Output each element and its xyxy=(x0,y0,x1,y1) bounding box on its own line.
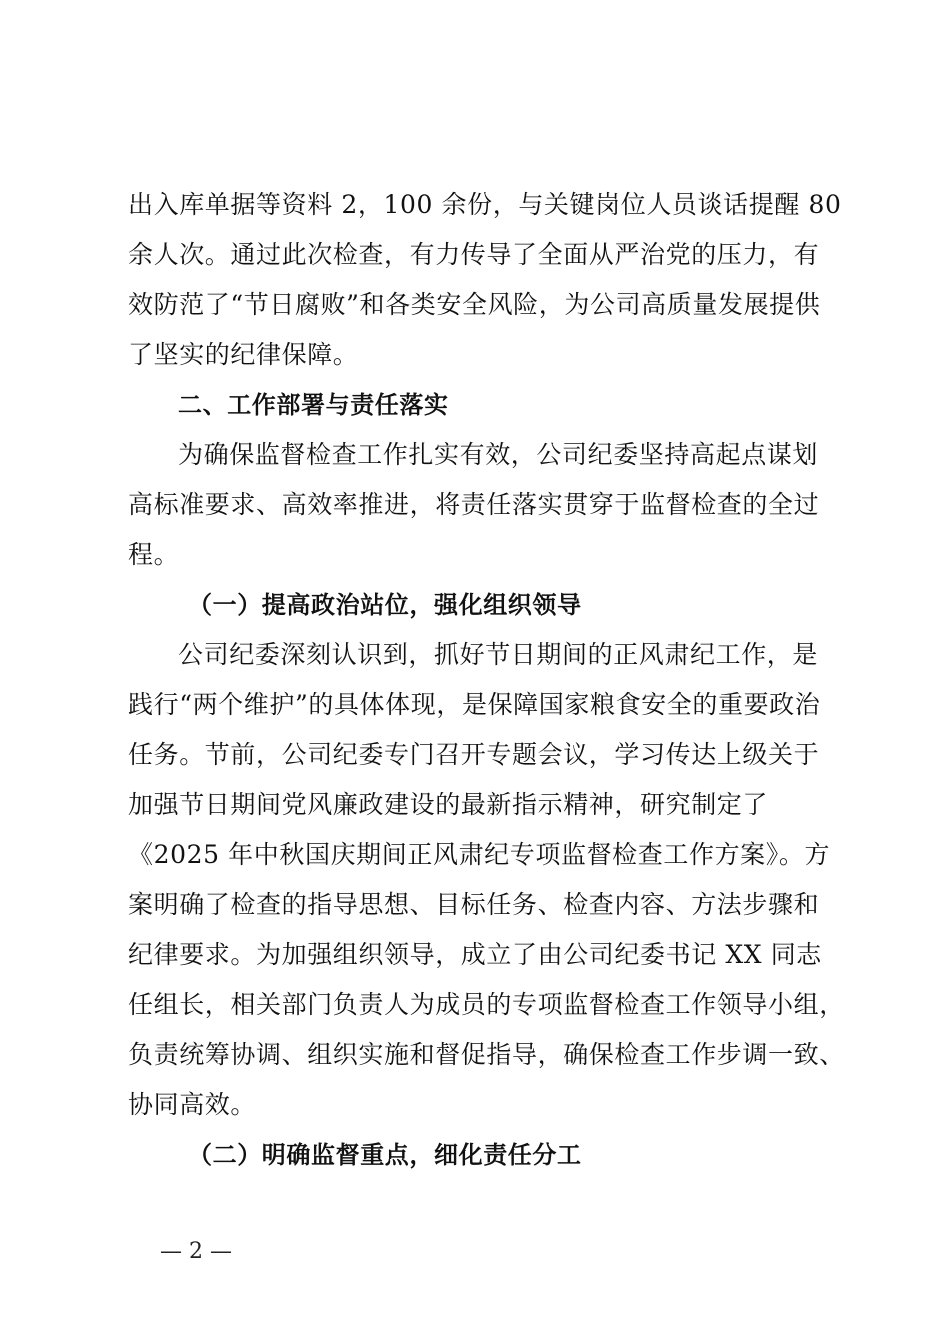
text-line: 效防范了“节日腐败”和各类安全风险，为公司高质量发展提供 xyxy=(128,290,821,319)
text-line: 案明确了检查的指导思想、目标任务、检查内容、方法步骤和 xyxy=(128,890,820,919)
section-intro-paragraph xyxy=(128,430,834,580)
text-line: 公司纪委深刻认识到，抓好节日期间的正风肃纪工作，是 xyxy=(178,640,819,669)
text-line: 《2025 年中秋国庆期间正风肃纪专项监督检查工作方案》。方 xyxy=(128,840,831,869)
document-body xyxy=(128,180,845,1180)
section-heading: 二、工作部署与责任落实 xyxy=(178,391,449,419)
subsection-heading-2: （二）明确监督重点，细化责任分工 xyxy=(188,1141,582,1169)
page-number: — 2 — xyxy=(160,1239,232,1264)
text-line: 协同高效。 xyxy=(128,1090,257,1119)
text-line: 任组长，相关部门负责人为成员的专项监督检查工作领导小组， xyxy=(128,990,845,1019)
subsection-1-paragraph xyxy=(128,630,845,1130)
subsection-heading-1: （一）提高政治站位，强化组织领导 xyxy=(188,591,582,619)
text-line: 负责统筹协调、组织实施和督促指导，确保检查工作步调一致、 xyxy=(128,1040,845,1069)
text-line: 任务。节前，公司纪委专门召开专题会议，学习传达上级关于 xyxy=(128,740,820,769)
text-line: 践行“两个维护”的具体体现，是保障国家粮食安全的重要政治 xyxy=(128,690,821,719)
text-line: 加强节日期间党风廉政建设的最新指示精神，研究制定了 xyxy=(128,790,769,819)
text-line: 高标准要求、高效率推进，将责任落实贯穿于监督检查的全过 xyxy=(128,490,820,519)
text-line: 余人次。通过此次检查，有力传导了全面从严治党的压力，有 xyxy=(128,240,820,269)
text-line: 出入库单据等资料 2，100 余份，与关键岗位人员谈话提醒 80 xyxy=(128,190,842,219)
text-line: 了坚实的纪律保障。 xyxy=(128,340,359,369)
text-line: 为确保监督检查工作扎实有效，公司纪委坚持高起点谋划 xyxy=(178,440,819,469)
text-line: 程。 xyxy=(128,540,180,569)
text-line: 纪律要求。为加强组织领导，成立了由公司纪委书记 XX 同志 xyxy=(128,940,822,969)
paragraph-continued xyxy=(128,180,842,380)
